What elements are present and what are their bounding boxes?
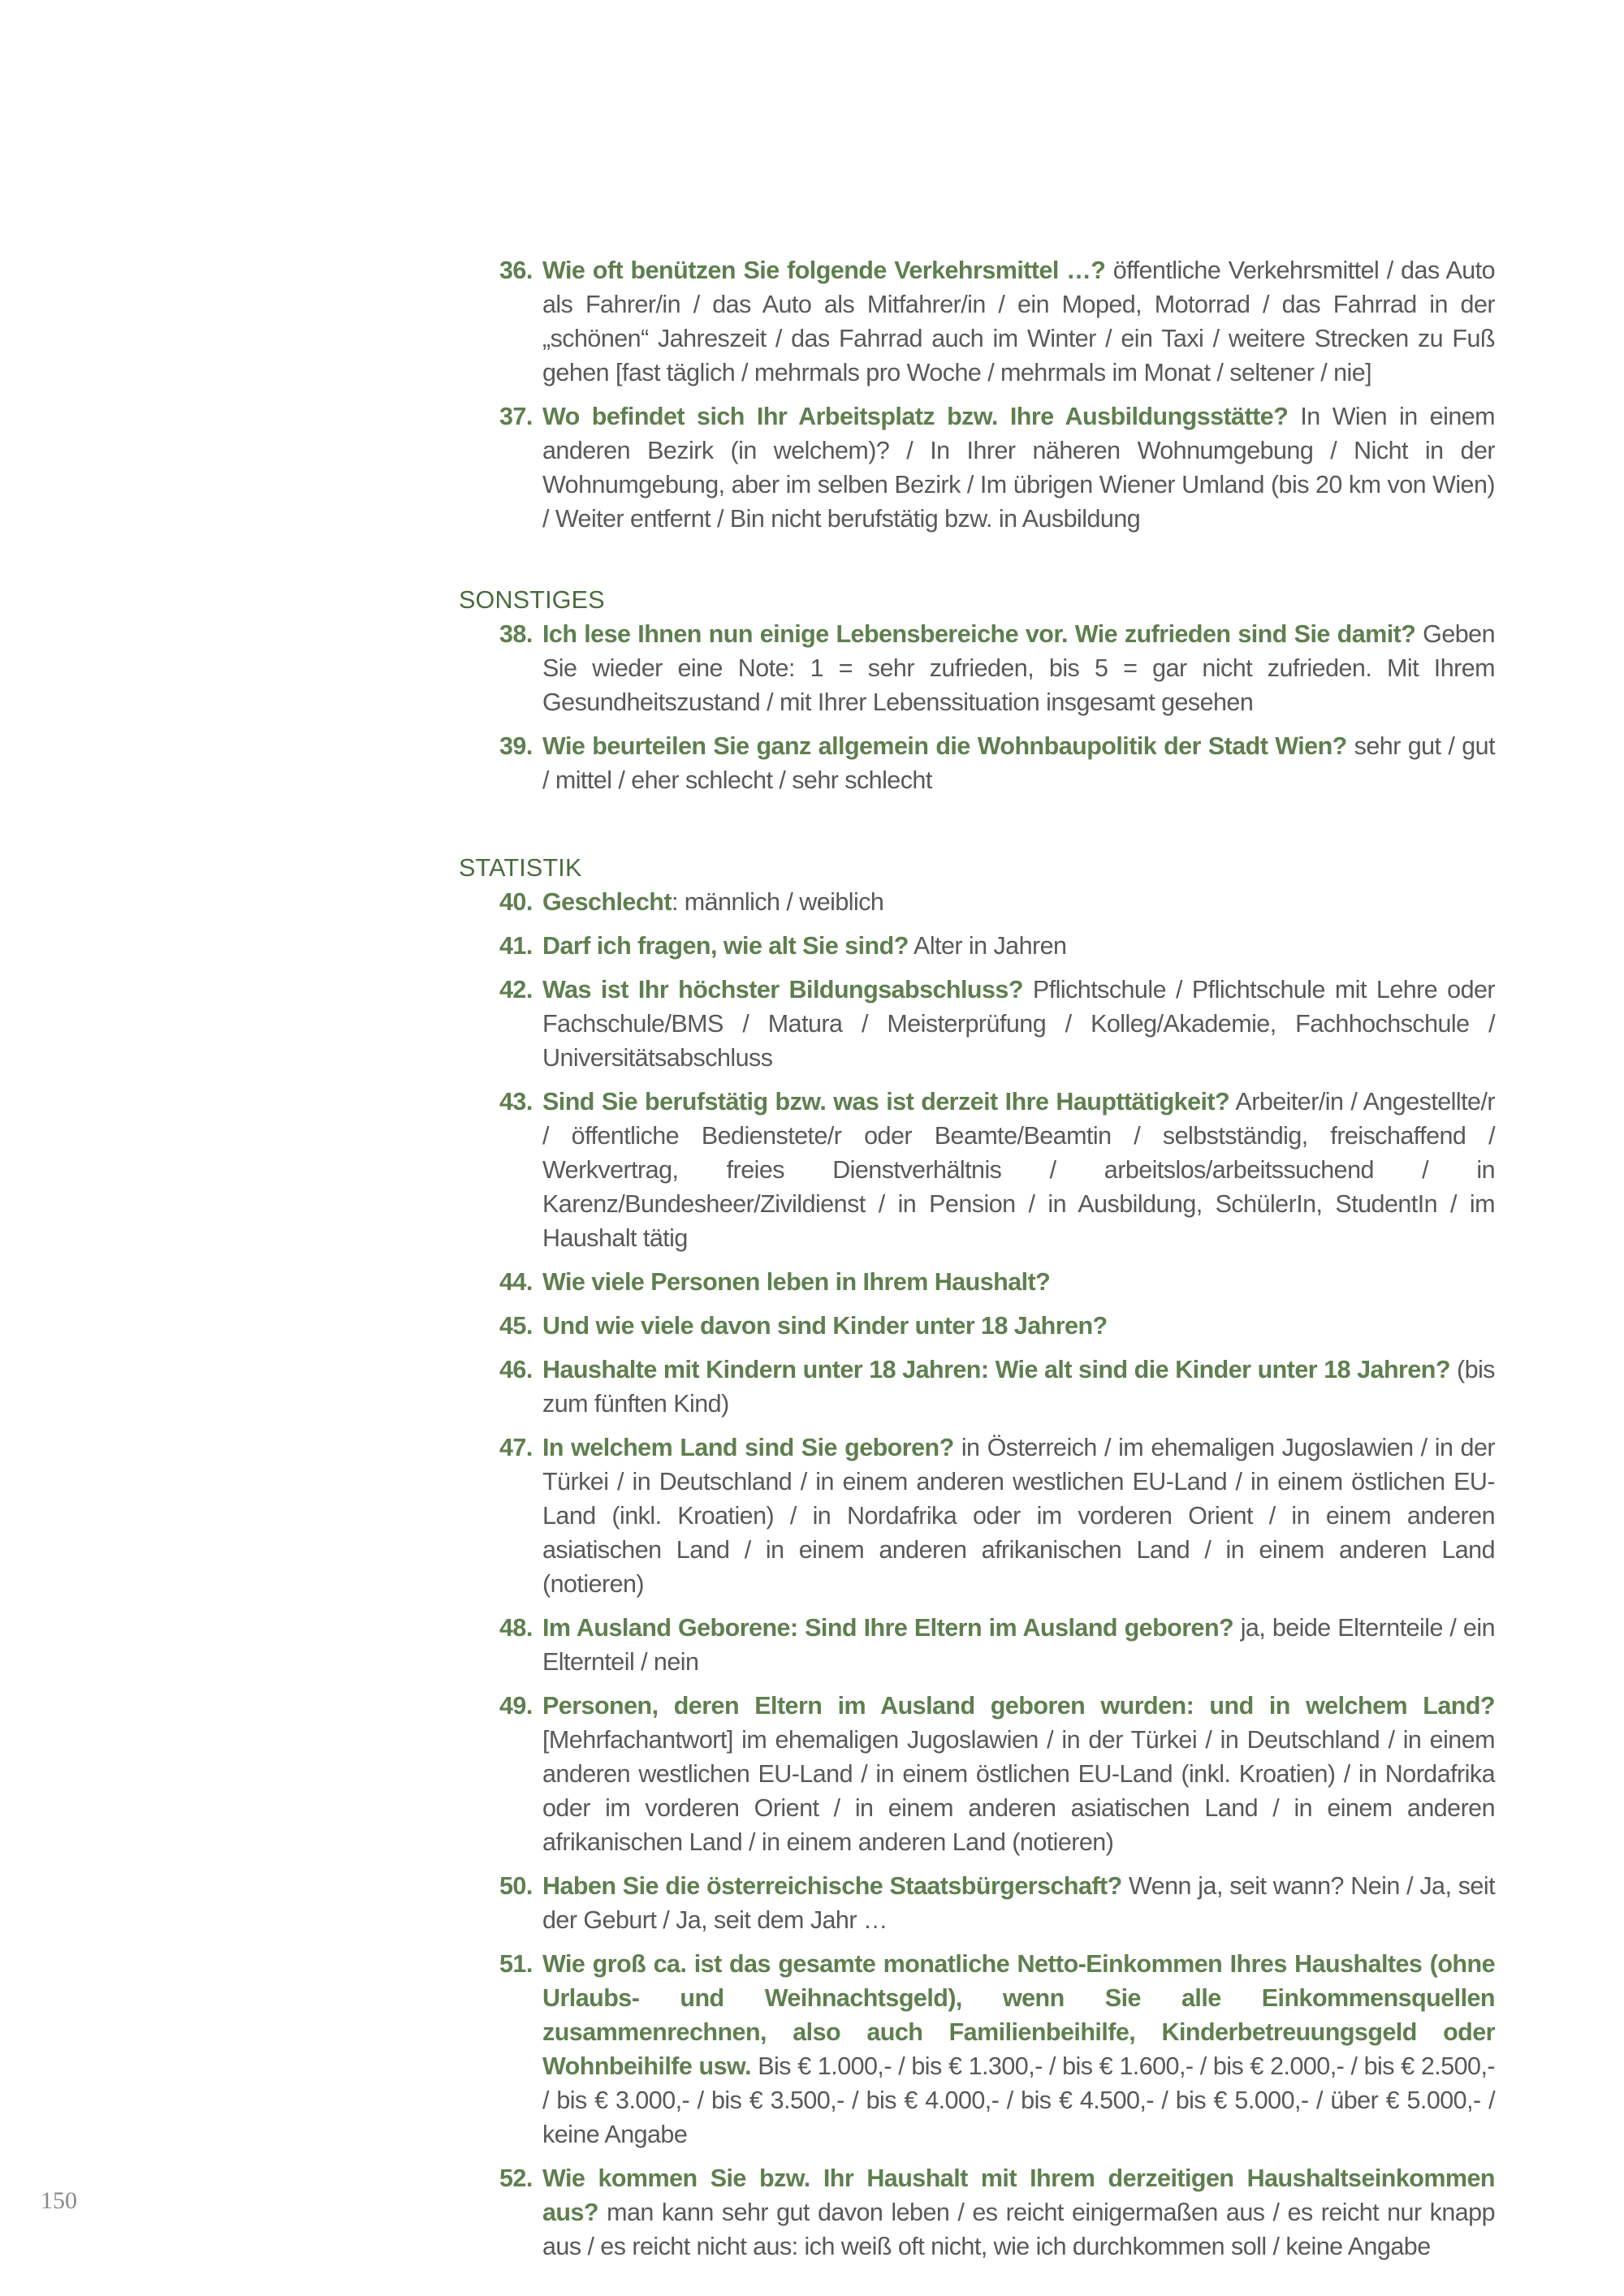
question-number: 52. <box>499 2164 533 2192</box>
answer-options: Wenn ja, seit wann? Nein / Ja, seit der Geburt / Ja, seit dem Jahr … <box>542 1872 1495 1934</box>
question-item <box>459 1611 1495 1679</box>
question-item <box>459 1309 1495 1343</box>
question-text: Und wie viele davon sind Kinder unter 18 Jahren? <box>542 1312 1108 1340</box>
question-number: 44. <box>499 1268 533 1296</box>
question-item <box>459 929 1495 963</box>
question-text: Personen, deren Eltern im Ausland geboren wurden: und in welchem Land? <box>542 1692 1495 1720</box>
question-number: 45. <box>499 1312 533 1340</box>
question-item <box>459 1085 1495 1255</box>
answer-options: in Österreich / im ehemaligen Jugoslawien / in der Türkei / in Deutschland / in einem anderen westlichen EU-Land / in einem östlichen EU-Land (inkl. Kroatien) / in Nordafrika oder im vorderen Orient / in einem anderen asiatischen Land / in einem anderen afrikanischen Land / in einem anderen Land (notieren) <box>542 1434 1495 1598</box>
answer-options: (bis zum fünften Kind) <box>542 1356 1495 1418</box>
questionnaire-content <box>459 253 1495 2273</box>
question-text: Wie groß ca. ist das gesamte monatliche Netto-Einkommen Ihres Haushaltes (ohne Urlaubs- und Weihnachtsgeld), wenn Sie alle Einkommensquellen zusammenrechnen, also auch Familienbeihilfe, Kinderbetreuungsgeld oder Wohnbeihilfe usw. <box>542 1950 1495 2080</box>
answer-options: ja, beide Elternteile / ein Elternteil / nein <box>542 1614 1495 1676</box>
question-number: 46. <box>499 1356 533 1383</box>
question-item <box>459 1947 1495 2151</box>
question-item <box>459 1869 1495 1937</box>
question-text: Sind Sie berufstätig bzw. was ist derzeit Ihre Haupttätigkeit? <box>542 1088 1230 1116</box>
answer-options: Arbeiter/in / Angestellte/r / öffentliche Bedienstete/r oder Beamte/Beamtin / selbstständig, freischaffend / Werkvertrag, freies Dienstverhältnis / arbeitslos/arbeitssuchend / in Karenz/Bundesheer/Zivildienst / in Pension / in Ausbildung, SchülerIn, StudentIn / im Haushalt tätig <box>542 1088 1495 1252</box>
question-number: 51. <box>499 1950 533 1978</box>
question-item <box>459 1431 1495 1601</box>
question-item <box>459 399 1495 536</box>
question-number: 43. <box>499 1088 533 1116</box>
question-text: In welchem Land sind Sie geboren? <box>542 1434 954 1461</box>
answer-options: : männlich / weiblich <box>671 888 884 916</box>
question-item <box>459 973 1495 1075</box>
answer-options: In Wien in einem anderen Bezirk (in welchem)? / In Ihrer näheren Wohnumgebung / Nicht in der Wohnumgebung, aber im selben Bezirk / Im übrigen Wiener Umland (bis 20 km von Wien) / Weiter entfernt / Bin nicht berufstätig bzw. in Ausbildung <box>542 403 1496 533</box>
question-text: Wie beurteilen Sie ganz allgemein die Wohnbaupolitik der Stadt Wien? <box>542 732 1347 760</box>
question-number: 42. <box>499 976 533 1003</box>
page-number: 150 <box>41 2187 77 2214</box>
question-group <box>459 583 1495 797</box>
question-text: Im Ausland Geborene: Sind Ihre Eltern im Ausland geboren? <box>542 1614 1234 1642</box>
answer-options: Bis € 1.000,- / bis € 1.300,- / bis € 1.600,- / bis € 2.000,- / bis € 2.500,- / bis € 3.000,- / bis € 3.500,- / bis € 4.000,- / bis € 4.500,- / bis € 5.000,- / über € 5.000,- / keine Angabe <box>542 2052 1495 2148</box>
answer-options: sehr gut / gut / mittel / eher schlecht / sehr schlecht <box>542 732 1496 794</box>
section-heading: STATISTIK <box>459 854 582 882</box>
question-item <box>459 1353 1495 1421</box>
question-text: Wie oft benützen Sie folgende Verkehrsmittel …? <box>542 257 1106 284</box>
question-item <box>459 729 1495 797</box>
question-item <box>459 617 1495 719</box>
question-text: Haushalte mit Kindern unter 18 Jahren: Wie alt sind die Kinder unter 18 Jahren? <box>542 1356 1450 1383</box>
question-number: 47. <box>499 1434 533 1461</box>
question-number: 49. <box>499 1692 533 1720</box>
question-text: Geschlecht <box>542 888 672 916</box>
question-text: Wie kommen Sie bzw. Ihr Haushalt mit Ihrem derzeitigen Haushaltseinkommen aus? <box>542 2164 1495 2226</box>
question-number: 48. <box>499 1614 533 1642</box>
question-number: 41. <box>499 932 533 960</box>
answer-options: Pflichtschule / Pflichtschule mit Lehre oder Fachschule/BMS / Matura / Meisterprüfung / Kolleg/Akademie, Fachhochschule / Universitätsabschluss <box>542 976 1496 1072</box>
question-text: Wie viele Personen leben in Ihrem Haushalt? <box>542 1268 1051 1296</box>
question-text: Was ist Ihr höchster Bildungsabschluss? <box>542 976 1023 1003</box>
question-group <box>459 851 1495 2264</box>
question-text: Haben Sie die österreichische Staatsbürgerschaft? <box>542 1872 1122 1900</box>
question-number: 40. <box>499 888 533 916</box>
question-group <box>459 253 1495 536</box>
question-number: 39. <box>499 732 533 760</box>
question-text: Darf ich fragen, wie alt Sie sind? <box>542 932 909 960</box>
answer-options: Geben Sie wieder eine Note: 1 = sehr zufrieden, bis 5 = gar nicht zufrieden. Mit Ihrem Gesundheitszustand / mit Ihrer Lebenssituation insgesamt gesehen <box>542 620 1495 716</box>
question-item <box>459 1689 1495 1859</box>
question-number: 37. <box>499 403 533 430</box>
question-item <box>459 253 1495 390</box>
answer-options: [Mehrfachantwort] im ehemaligen Jugoslawien / in der Türkei / in Deutschland / in einem anderen westlichen EU-Land / in einem östlichen EU-Land (inkl. Kroatien) / in Nordafrika oder im vorderen Orient / in einem anderen asiatischen Land / in einem anderen afrikanischen Land / in einem anderen Land (notieren) <box>542 1726 1495 1856</box>
question-text: Ich lese Ihnen nun einige Lebensbereiche vor. Wie zufrieden sind Sie damit? <box>542 620 1416 648</box>
question-item <box>459 1265 1495 1299</box>
question-number: 38. <box>499 620 533 648</box>
answer-options: man kann sehr gut davon leben / es reicht einigermaßen aus / es reicht nur knapp aus / es reicht nicht aus: ich weiß oft nicht, wie ich durchkommen soll / keine Angabe <box>542 2199 1495 2260</box>
answer-options: Alter in Jahren <box>908 932 1067 960</box>
question-number: 50. <box>499 1872 533 1900</box>
answer-options: öffentliche Verkehrsmittel / das Auto als Fahrer/in / das Auto als Mitfahrer/in / ein Moped, Motorrad / das Fahrrad in der „schönen“ Jahreszeit / das Fahrrad auch im Winter / ein Taxi / weitere Strecken zu Fuß gehen [fast täglich / mehrmals pro Woche / mehrmals im Monat / seltener / nie] <box>542 257 1495 386</box>
question-text: Wo befindet sich Ihr Arbeitsplatz bzw. Ihre Ausbildungsstätte? <box>542 403 1289 430</box>
section-heading: SONSTIGES <box>459 586 605 614</box>
question-number: 36. <box>499 257 533 284</box>
question-item <box>459 2161 1495 2264</box>
question-item <box>459 885 1495 919</box>
